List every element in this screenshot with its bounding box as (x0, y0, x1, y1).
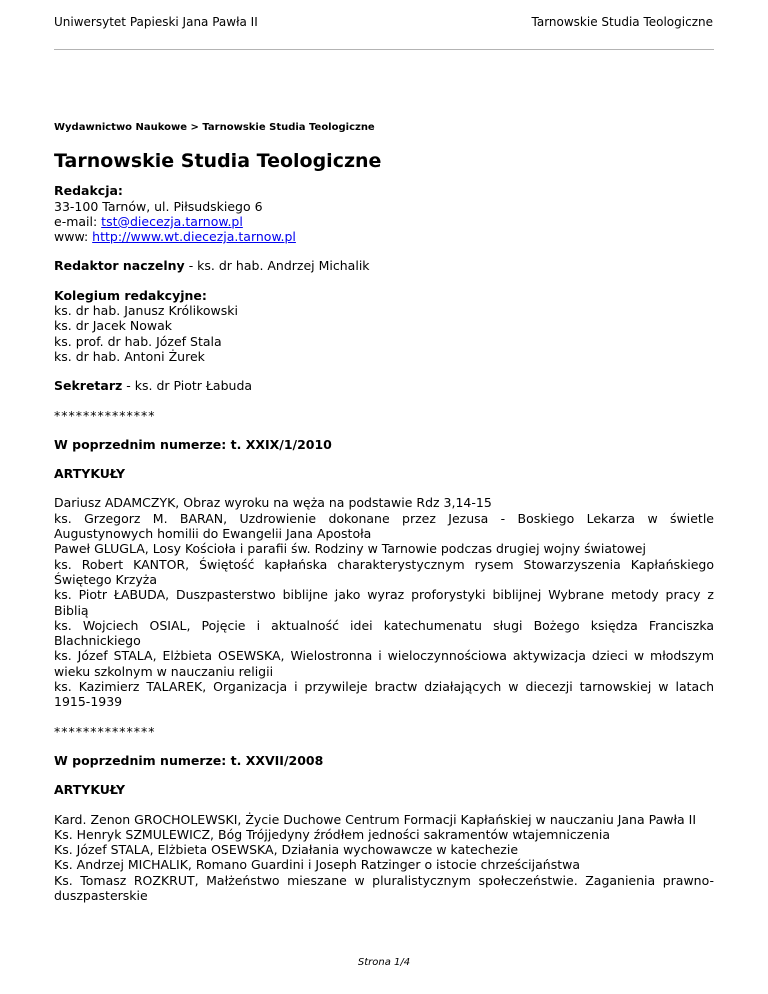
page-title: Tarnowskie Studia Teologiczne (54, 150, 382, 173)
secretary-block (54, 378, 714, 393)
redakcja-label: Redakcja: (54, 183, 123, 199)
article-item: Ks. Tomasz ROZKRUT, Małżeństwo mieszane w pluralistycznym społeczeństwie. Zaganienia prawno-duszpasterskie (54, 872, 714, 903)
college-label: Kolegium redakcyjne: (54, 287, 207, 303)
separator: ************** (54, 723, 156, 739)
header-divider (54, 49, 714, 50)
article-item: Ks. Józef STALA, Elżbieta OSEWSKA, Działania wychowawcze w katechezie (54, 842, 519, 858)
college-member: ks. dr Jacek Nowak (54, 318, 172, 334)
header-left: Uniwersytet Papieski Jana Pawła II (54, 15, 258, 29)
section-heading: ARTYKUŁY (54, 782, 126, 798)
issue-heading: W poprzednim numerze: t. XXVII/2008 (54, 752, 324, 768)
college-block (54, 288, 714, 364)
article-item: ks. Robert KANTOR, Świętość kapłańska charakterystycznym rysem Stowarzyszenia Kapłańskiego Świętego Krzyża (54, 556, 714, 587)
separator: ************** (54, 407, 156, 423)
college-member: ks. dr hab. Antoni Żurek (54, 348, 205, 364)
www-link[interactable]: http://www.wt.diecezja.tarnow.pl (92, 229, 296, 245)
page-number: Strona 1/4 (357, 957, 411, 968)
article-item: ks. Wojciech OSIAL, Pojęcie i aktualność idei katechumenatu sługi Bożego księdza Franciszka Blachnickiego (54, 617, 714, 649)
secretary-label: Sekretarz (54, 378, 123, 394)
main-content (54, 120, 714, 917)
www-label: www: (54, 229, 93, 245)
article-item: ks. Piotr ŁABUDA, Duszpasterstwo biblijne jako wyraz proforystyki biblijnej Wybrane metody pracy z Biblią (54, 587, 714, 618)
header-right: Tarnowskie Studia Teologiczne (531, 15, 713, 29)
editor-block (54, 258, 714, 273)
article-item: Kard. Zenon GROCHOLEWSKI, Życie Duchowe Centrum Formacji Kapłańskiej w nauczaniu Jana Pawła II (54, 811, 697, 827)
redakcja-address: 33-100 Tarnów, ul. Piłsudskiego 6 (54, 198, 263, 214)
editor-value: - ks. dr hab. Andrzej Michalik (184, 258, 370, 274)
secretary-value: - ks. dr Piotr Łabuda (122, 378, 253, 394)
redakcja-block (54, 183, 714, 244)
editor-label: Redaktor naczelny (54, 258, 185, 274)
section-heading: ARTYKUŁY (54, 466, 126, 482)
article-item: Ks. Andrzej MICHALIK, Romano Guardini i Joseph Ratzinger o istocie chrześcijaństwa (54, 857, 581, 873)
article-list (54, 812, 714, 904)
redakcja-email-line (54, 214, 714, 229)
article-item: Paweł GLUGLA, Losy Kościoła i parafii św. Rodziny w Tarnowie podczas drugiej wojny światowej (54, 541, 646, 557)
issue-heading: W poprzednim numerze: t. XXIX/1/2010 (54, 436, 332, 452)
college-member: ks. prof. dr hab. Józef Stala (54, 333, 222, 349)
email-link[interactable]: tst@diecezja.tarnow.pl (101, 213, 243, 229)
article-item: Dariusz ADAMCZYK, Obraz wyroku na węża na podstawie Rdz 3,14-15 (54, 495, 492, 511)
article-item: ks. Grzegorz M. BARAN, Uzdrowienie dokonane przez Jezusa - Boskiego Lekarza w świetle Augustynowych homilii do Ewangelii Jana Apostoła (54, 510, 714, 542)
article-item: ks. Józef STALA, Elżbieta OSEWSKA, Wielostronna i wieloczynnościowa aktywizacja dzieci w młodszym wieku szkolnym w nauczaniu religii (54, 648, 714, 679)
article-item: ks. Kazimierz TALAREK, Organizacja i przywileje bractw działających w diecezji tarnowskiej w latach 1915-1939 (54, 679, 714, 710)
college-member: ks. dr hab. Janusz Królikowski (54, 303, 238, 319)
breadcrumb: Wydawnictwo Naukowe > Tarnowskie Studia Teologiczne (54, 122, 375, 133)
redakcja-www-line (54, 229, 714, 244)
article-list (54, 495, 714, 709)
article-item: Ks. Henryk SZMULEWICZ, Bóg Trójjedyny źródłem jedności sakramentów wtajemniczenia (54, 826, 611, 842)
email-label: e-mail: (54, 213, 102, 229)
